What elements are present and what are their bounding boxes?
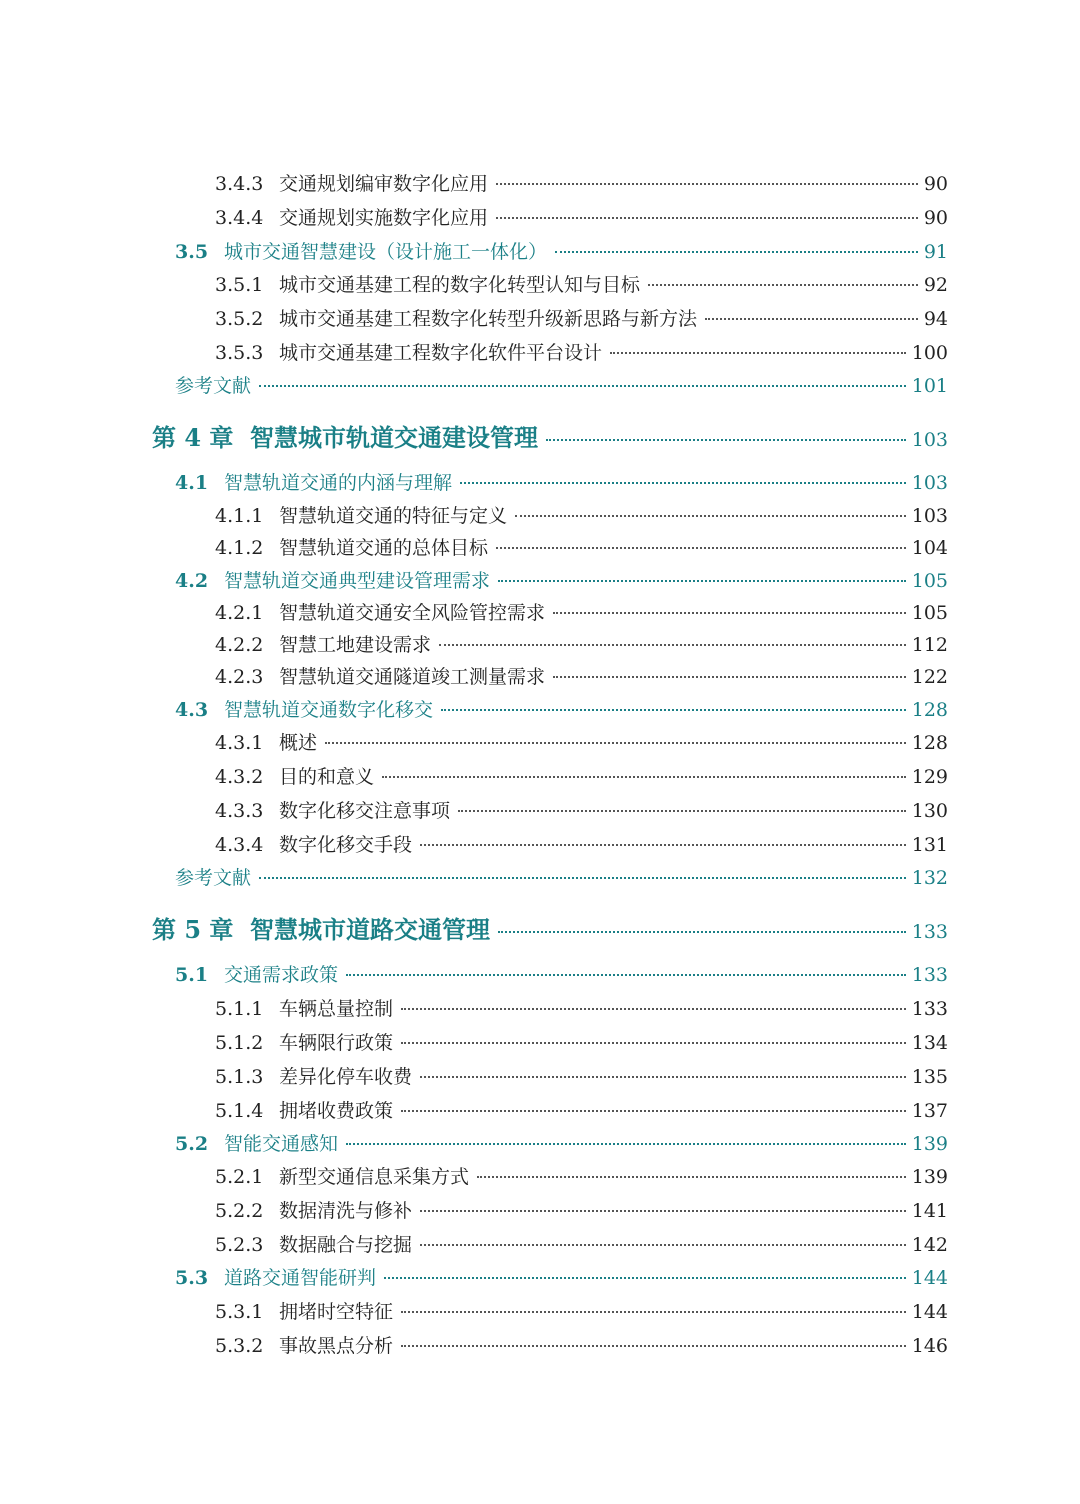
toc-entry-number: 3.4.4 [215,207,264,229]
dot-leader [498,580,906,582]
toc-entry-number: 4.2.2 [215,634,264,656]
dot-leader [498,931,906,933]
toc-page-number: 133 [911,921,948,943]
toc-subsection [0,1028,1080,1055]
dot-leader [384,1277,906,1279]
toc-page-number: 94 [923,308,948,330]
toc-entry-title: 数字化移交手段 [279,834,413,856]
toc-page-number: 105 [911,602,948,624]
toc-page-number: 131 [911,834,948,856]
toc-subsection [0,501,1080,528]
toc-page-number: 103 [911,472,948,494]
dot-leader [553,612,906,614]
toc-page-number: 101 [911,375,948,397]
toc-entry-title: 交通规划编审数字化应用 [279,173,489,195]
dot-leader [705,318,918,320]
toc-entry-number: 4.3.1 [215,732,264,754]
toc-page-number: 139 [911,1133,948,1155]
toc-entry-number: 5.1 [175,964,209,986]
toc-entry-title: 参考文献 [175,375,252,397]
dot-leader [496,183,918,185]
toc-page-number: 122 [911,666,948,688]
dot-leader [420,844,906,846]
toc-subsection [0,1297,1080,1324]
toc-entry-number: 3.5 [175,241,209,263]
toc-entry-number: 3.5.2 [215,308,264,330]
dot-leader [382,776,906,778]
dot-leader [648,284,918,286]
toc-page-number: 104 [911,537,948,559]
toc-entry-number: 5.1.4 [215,1100,264,1122]
dot-leader [420,1210,906,1212]
toc-entry-number: 5.2.1 [215,1166,264,1188]
dot-leader [401,1311,906,1313]
toc-entry-number: 4.3.3 [215,800,264,822]
toc-subsection [0,338,1080,365]
toc-entry-title: 智慧轨道交通的总体目标 [279,537,489,559]
dot-leader [420,1076,906,1078]
toc-entry-title: 数字化移交注意事项 [279,800,451,822]
toc-entry-number: 4.1.2 [215,537,264,559]
toc-page-number: 133 [911,998,948,1020]
toc-entry-title: 智慧城市道路交通管理 [250,915,490,944]
toc-page-number: 91 [923,241,948,263]
toc-entry-number: 5.2 [175,1133,209,1155]
toc-entry-number: 4.3 [175,699,209,721]
toc-entry-title: 数据清洗与修补 [279,1200,413,1222]
toc-subsection [0,994,1080,1021]
toc-entry-title: 拥堵时空特征 [279,1301,394,1323]
toc-section [0,1263,1080,1290]
dot-leader [259,877,906,879]
toc-entry-title: 城市交通基建工程数字化软件平台设计 [279,342,603,364]
toc-entry-number: 3.5.3 [215,342,264,364]
toc-entry-number: 5.2.3 [215,1234,264,1256]
toc-entry-title: 差异化停车收费 [279,1066,413,1088]
toc-entry-number: 4.3.4 [215,834,264,856]
dot-leader [259,385,906,387]
toc-entry-title: 道路交通智能研判 [224,1267,377,1289]
toc-entry-number: 5.3.1 [215,1301,264,1323]
toc-entry-number: 4.2.3 [215,666,264,688]
toc-subsection [0,1162,1080,1189]
toc-subsection [0,762,1080,789]
dot-leader [401,1042,906,1044]
toc-entry-number: 4.1 [175,472,209,494]
toc-chapter [0,418,1080,453]
toc-subsection [0,1196,1080,1223]
toc-entry-title: 车辆总量控制 [279,998,394,1020]
dot-leader [346,1143,906,1145]
toc-entry-title: 智能交通感知 [224,1133,339,1155]
toc-subsection [0,1096,1080,1123]
toc-entry-title: 车辆限行政策 [279,1032,394,1054]
toc-entry-title: 城市交通基建工程数字化转型升级新思路与新方法 [279,308,698,330]
toc-page-number: 141 [911,1200,948,1222]
toc-entry-title: 智慧轨道交通数字化移交 [224,699,434,721]
toc-subsection [0,1062,1080,1089]
toc-page-number: 132 [911,867,948,889]
dot-leader [496,217,918,219]
toc-section [0,237,1080,264]
toc-entry-number: 3.4.3 [215,173,264,195]
toc-entry-title: 交通规划实施数字化应用 [279,207,489,229]
dot-leader [553,676,906,678]
toc-section [0,468,1080,495]
toc-entry-title: 参考文献 [175,867,252,889]
toc-entry-title: 智慧轨道交通安全风险管控需求 [279,602,546,624]
toc-page-number: 100 [911,342,948,364]
toc-references [0,863,1080,890]
dot-leader [458,810,906,812]
toc-page-number: 112 [911,634,948,656]
toc-section [0,695,1080,722]
toc-entry-number: 5.1.1 [215,998,264,1020]
toc-page-number: 137 [911,1100,948,1122]
toc-entry-title: 拥堵收费政策 [279,1100,394,1122]
toc-subsection [0,270,1080,297]
toc-entry-number: 4.3.2 [215,766,264,788]
toc-entry-number: 第 5 章 [152,915,234,944]
toc-entry-title: 概述 [279,732,318,754]
toc-entry-number: 第 4 章 [152,423,234,452]
toc-page-number: 142 [911,1234,948,1256]
toc-page-number: 128 [911,699,948,721]
toc-page-number: 133 [911,964,948,986]
toc-entry-title: 智慧轨道交通隧道竣工测量需求 [279,666,546,688]
toc-page-number: 103 [911,505,948,527]
toc-entry-title: 事故黑点分析 [279,1335,394,1357]
toc-subsection [0,598,1080,625]
toc-entry-title: 目的和意义 [279,766,375,788]
toc-page-number: 90 [923,207,948,229]
toc-page-number: 144 [911,1267,948,1289]
toc-entry-number: 5.1.2 [215,1032,264,1054]
toc-entry-title: 数据融合与挖掘 [279,1234,413,1256]
toc-entry-number: 5.1.3 [215,1066,264,1088]
dot-leader [555,251,918,253]
dot-leader [401,1008,906,1010]
dot-leader [401,1110,906,1112]
dot-leader [401,1345,906,1347]
toc-page-number: 146 [911,1335,948,1357]
dot-leader [420,1244,906,1246]
toc-page-number: 129 [911,766,948,788]
toc-entry-number: 5.3 [175,1267,209,1289]
dot-leader [325,742,906,744]
toc-subsection [0,662,1080,689]
toc-section [0,566,1080,593]
toc-subsection [0,830,1080,857]
toc-subsection [0,796,1080,823]
toc-entry-title: 智慧轨道交通的特征与定义 [279,505,508,527]
toc-entry-title: 交通需求政策 [224,964,339,986]
toc-page-number: 105 [911,570,948,592]
dot-leader [460,482,906,484]
toc-entry-number: 4.2.1 [215,602,264,624]
dot-leader [546,439,906,441]
toc-entry-title: 智慧工地建设需求 [279,634,432,656]
toc-subsection [0,1331,1080,1358]
toc-page-number: 130 [911,800,948,822]
toc-entry-title: 城市交通智慧建设（设计施工一体化） [224,241,548,263]
dot-leader [477,1176,906,1178]
toc-page-number: 144 [911,1301,948,1323]
toc-section [0,1129,1080,1156]
toc-entry-number: 4.2 [175,570,209,592]
toc-entry-number: 5.3.2 [215,1335,264,1357]
toc-subsection [0,630,1080,657]
toc-entry-title: 智慧轨道交通典型建设管理需求 [224,570,491,592]
toc-references [0,371,1080,398]
toc-subsection [0,728,1080,755]
toc-entry-number: 3.5.1 [215,274,264,296]
toc-entry-title: 智慧城市轨道交通建设管理 [250,423,538,452]
dot-leader [441,709,906,711]
toc-page-number: 90 [923,173,948,195]
toc-entry-title: 新型交通信息采集方式 [279,1166,470,1188]
toc-chapter [0,910,1080,945]
toc-page-number: 92 [923,274,948,296]
toc-subsection [0,169,1080,196]
dot-leader [346,974,906,976]
toc-entry-number: 5.2.2 [215,1200,264,1222]
dot-leader [610,352,906,354]
toc-entry-number: 4.1.1 [215,505,264,527]
toc-subsection [0,203,1080,230]
toc-entry-title: 城市交通基建工程的数字化转型认知与目标 [279,274,641,296]
toc-subsection [0,533,1080,560]
toc-page-number: 134 [911,1032,948,1054]
toc-subsection [0,1230,1080,1257]
toc-subsection [0,304,1080,331]
toc-entry-title: 智慧轨道交通的内涵与理解 [224,472,453,494]
toc-page-number: 135 [911,1066,948,1088]
dot-leader [439,644,906,646]
toc-page-number: 128 [911,732,948,754]
toc-page-number: 139 [911,1166,948,1188]
toc-page-number: 103 [911,429,948,451]
toc-section [0,960,1080,987]
dot-leader [515,515,906,517]
dot-leader [496,547,906,549]
